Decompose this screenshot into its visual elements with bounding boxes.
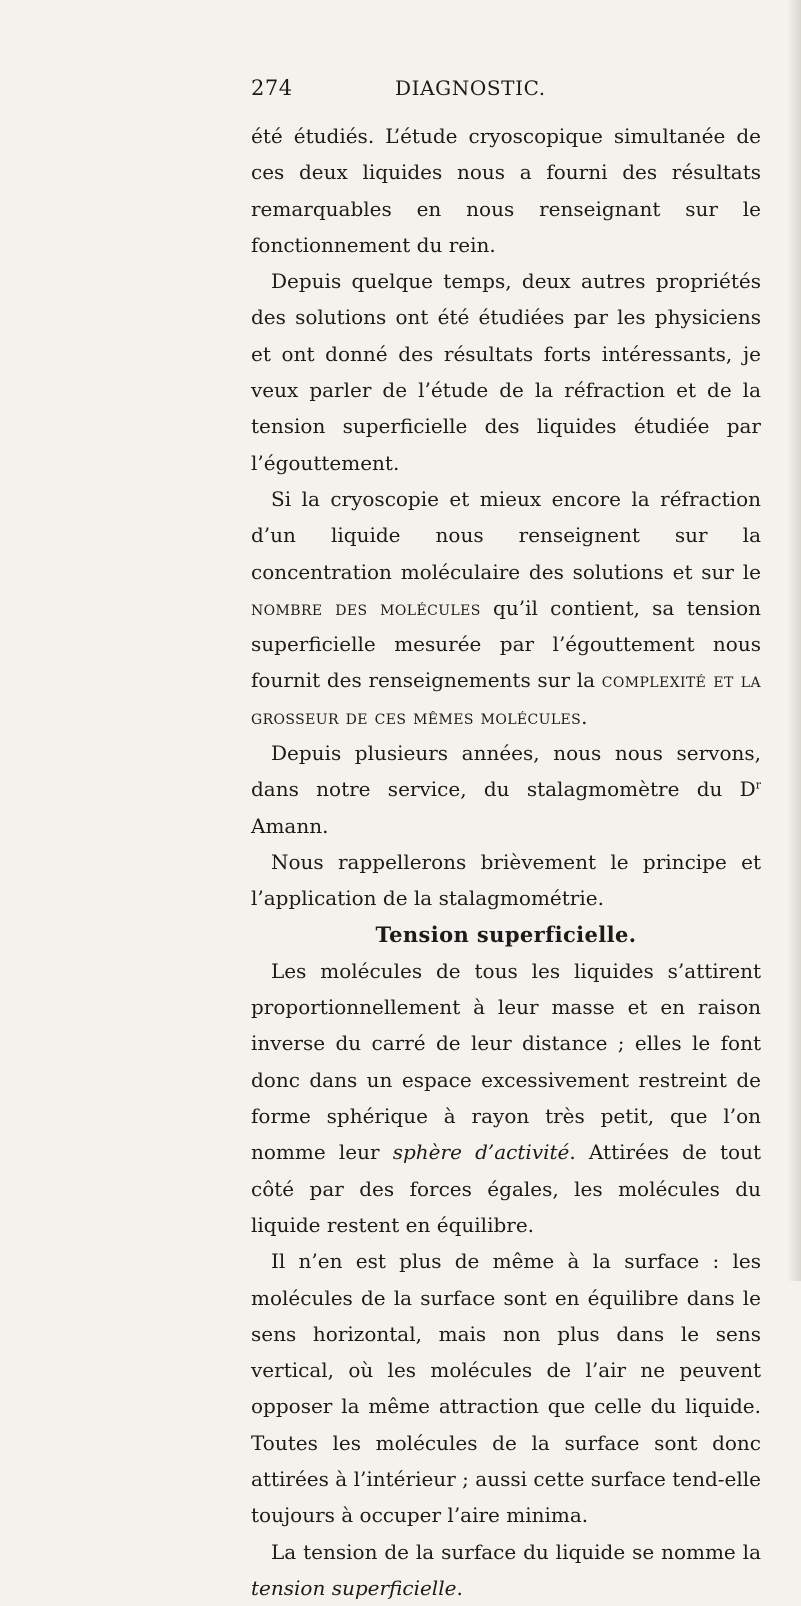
italic-sphere-activity: sphère d’activité	[392, 1140, 570, 1165]
small-caps-complexity: complexité et la grosseur de ces mêmes molécules	[251, 668, 761, 729]
superscript-r: r	[755, 778, 761, 792]
paragraph-3-text-e: .	[581, 704, 588, 729]
paragraph-8-text-c: .	[456, 1575, 463, 1600]
paragraph-3-text-a: Si la cryoscopie et mieux encore la réfraction d’un liquide nous renseignent sur la concentration moléculaire des solutions et sur le	[251, 486, 761, 584]
paragraph-3	[251, 481, 761, 735]
paragraph-5: Nous rappellerons brièvement le principe et l’application de la stalagmométrie.	[251, 849, 761, 911]
paragraph-7: Il n’en est plus de même à la surface : les molécules de la surface sont en équilibre dans le sens horizontal, mais non plus dans le sens vertical, où les molécules de l’air ne peuvent opposer la même attraction que celle du liquide. Toutes les molécules de la surface sont donc attirées à l’intérieur ; aussi cette surface tend-elle toujours à occuper l’aire minima.	[251, 1249, 761, 1528]
paragraph-6-text-c: . Attirées de tout côté par des forces égales, les molécules du liquide restent en équilibre.	[251, 1140, 761, 1237]
paragraph-4-text-b: Amann.	[251, 813, 329, 838]
paragraph-6	[251, 953, 761, 1243]
paragraph-3-text-c: qu’il contient, sa tension superficielle mesurée par l’égouttement nous fournit des renseignements sur la	[251, 595, 761, 693]
paragraph-2: Depuis quelque temps, deux autres propriétés des solutions ont été étudiées par les physiciens et ont donné des résultats forts intéressants, je veux parler de l’étude de la réfraction et de la tension superficielle des liquides étudiée par l’égouttement.	[251, 269, 761, 475]
small-caps-number-of-molecules: nombre des molécules	[251, 595, 481, 620]
italic-surface-tension: tension superficielle	[251, 1575, 457, 1600]
body-text	[251, 118, 761, 1606]
paragraph-1: été étudiés. L’étude cryoscopique simultanée de ces deux liquides nous a fourni des résultats remarquables en nous renseignant sur le fonctionnement du rein.	[251, 124, 761, 257]
page-edge-shadow	[787, 0, 801, 1281]
section-heading: Tension superficielle.	[375, 921, 637, 947]
paragraph-4-text-a: Depuis plusieurs années, nous nous servons, dans notre service, du stalagmomètre du D	[251, 741, 761, 802]
paragraph-8	[251, 1534, 761, 1606]
paragraph-4	[251, 735, 761, 844]
page-header	[251, 76, 761, 104]
page-number: 274	[251, 76, 293, 100]
running-head: DIAGNOSTIC.	[395, 76, 546, 100]
paragraph-6-text-a: Les molécules de tous les liquides s’attirent proportionnellement à leur masse et en raison inverse du carré de leur distance ; elles le font donc dans un espace excessivement restreint de forme sphérique à rayon très petit, que l’on nomme leur	[251, 958, 761, 1165]
paragraph-8-text-a: La tension de la surface du liquide se nomme la	[271, 1539, 761, 1564]
